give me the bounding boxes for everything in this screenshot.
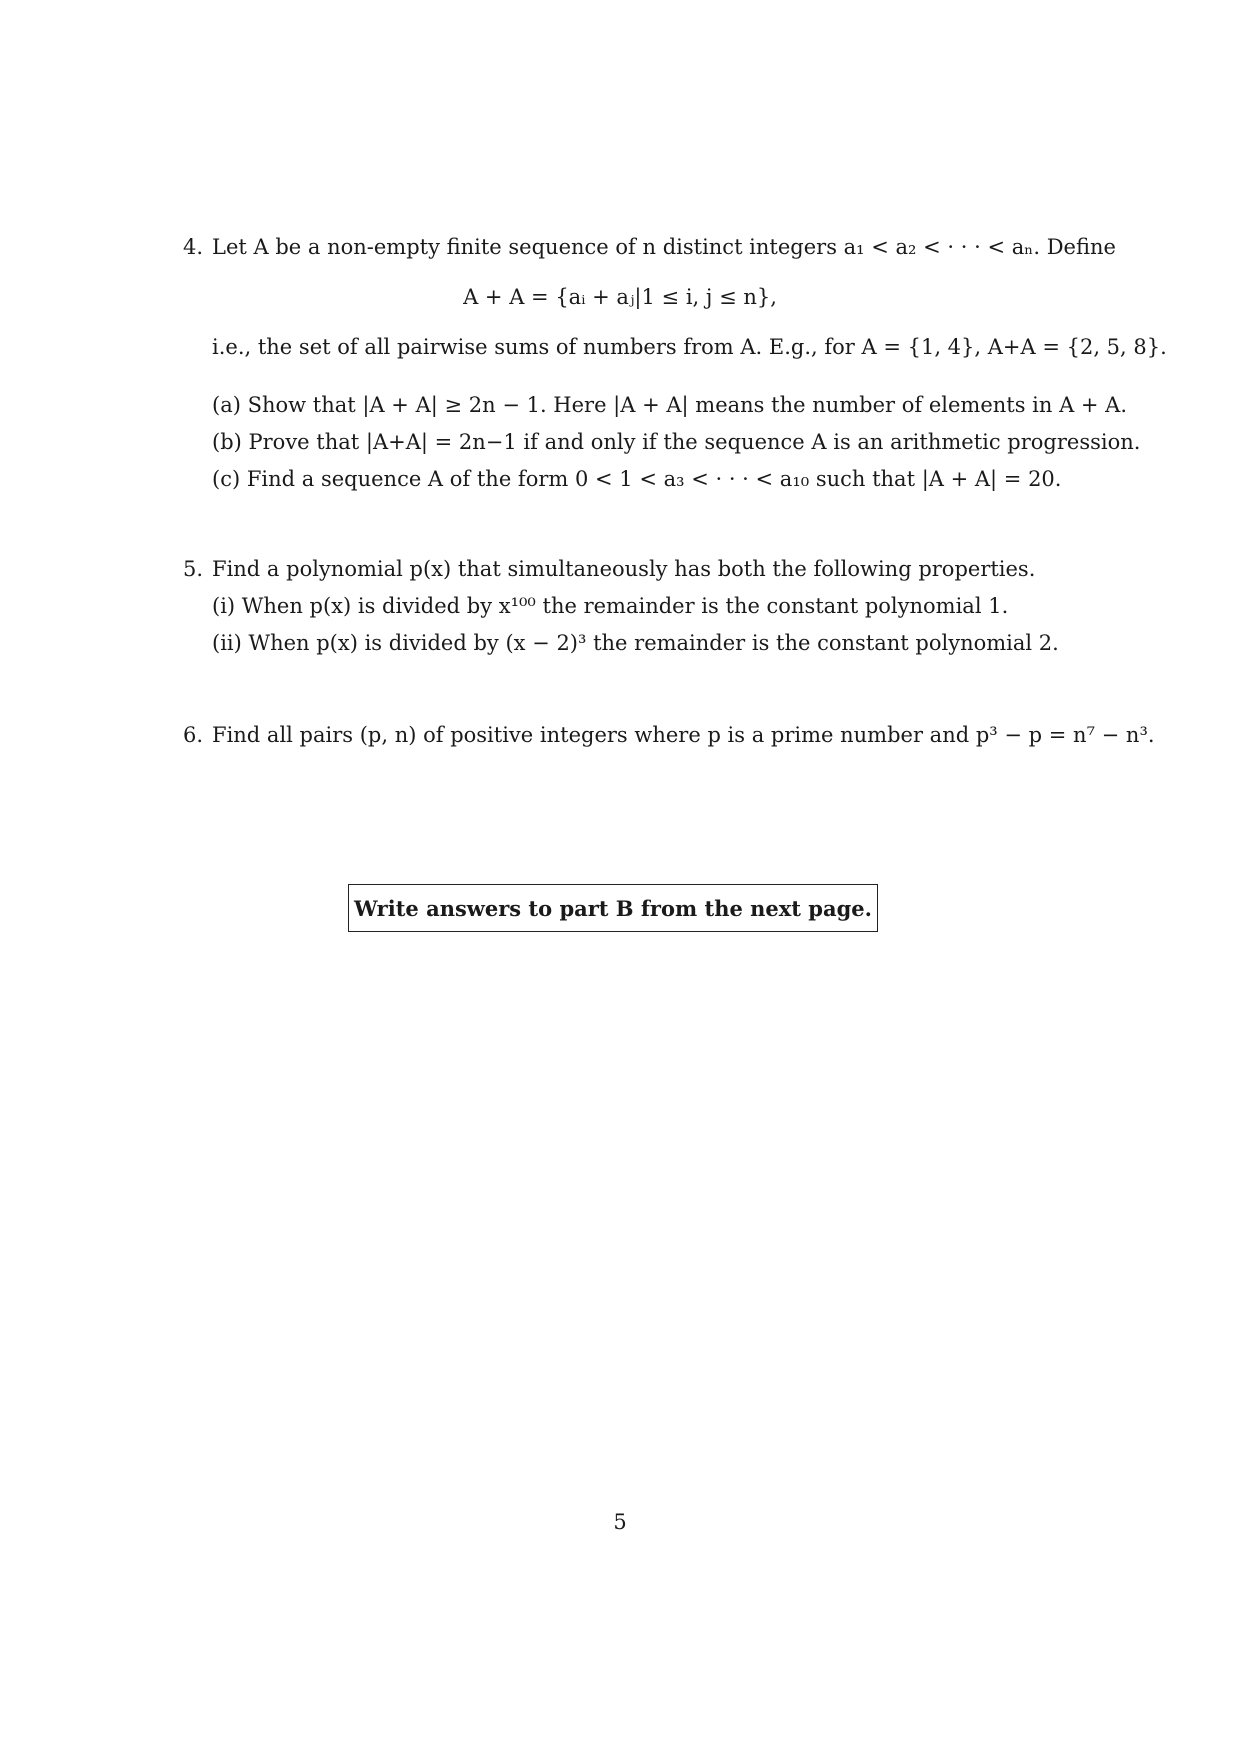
notice-box	[348, 884, 878, 932]
problem-6-number: 6.	[183, 723, 204, 747]
page-number: 5	[613, 1510, 627, 1534]
problem-4-note: i.e., the set of all pairwise sums of numbers from A. E.g., for A = {1, 4}, A+A = {2, 5, 8}.	[212, 335, 1167, 359]
problem-4-part-b: (b) Prove that |A+A| = 2n−1 if and only if the sequence A is an arithmetic progression.	[212, 430, 1141, 454]
problem-5-intro: Find a polynomial p(x) that simultaneously has both the following properties.	[212, 557, 1036, 581]
problem-4-part-c: (c) Find a sequence A of the form 0 < 1 < a₃ < · · · < a₁₀ such that |A + A| = 20.	[212, 467, 1062, 491]
problem-5-part-i: (i) When p(x) is divided by x¹⁰⁰ the remainder is the constant polynomial 1.	[212, 594, 1009, 618]
problem-6-intro: Find all pairs (p, n) of positive integers where p is a prime number and p³ − p = n⁷ − n³.	[212, 723, 1155, 747]
notice-text: Write answers to part B from the next page.	[354, 895, 872, 921]
problem-5-part-ii: (ii) When p(x) is divided by (x − 2)³ the remainder is the constant polynomial 2.	[212, 631, 1059, 655]
problem-4-display-equation: A + A = {aᵢ + aⱼ|1 ≤ i, j ≤ n},	[463, 285, 777, 309]
problem-5-number: 5.	[183, 557, 204, 581]
problem-4-part-a: (a) Show that |A + A| ≥ 2n − 1. Here |A + A| means the number of elements in A + A.	[212, 393, 1128, 417]
problem-4-number: 4.	[183, 235, 204, 259]
problem-4-intro: Let A be a non-empty finite sequence of n distinct integers a₁ < a₂ < · · · < aₙ. Define	[212, 235, 1116, 259]
